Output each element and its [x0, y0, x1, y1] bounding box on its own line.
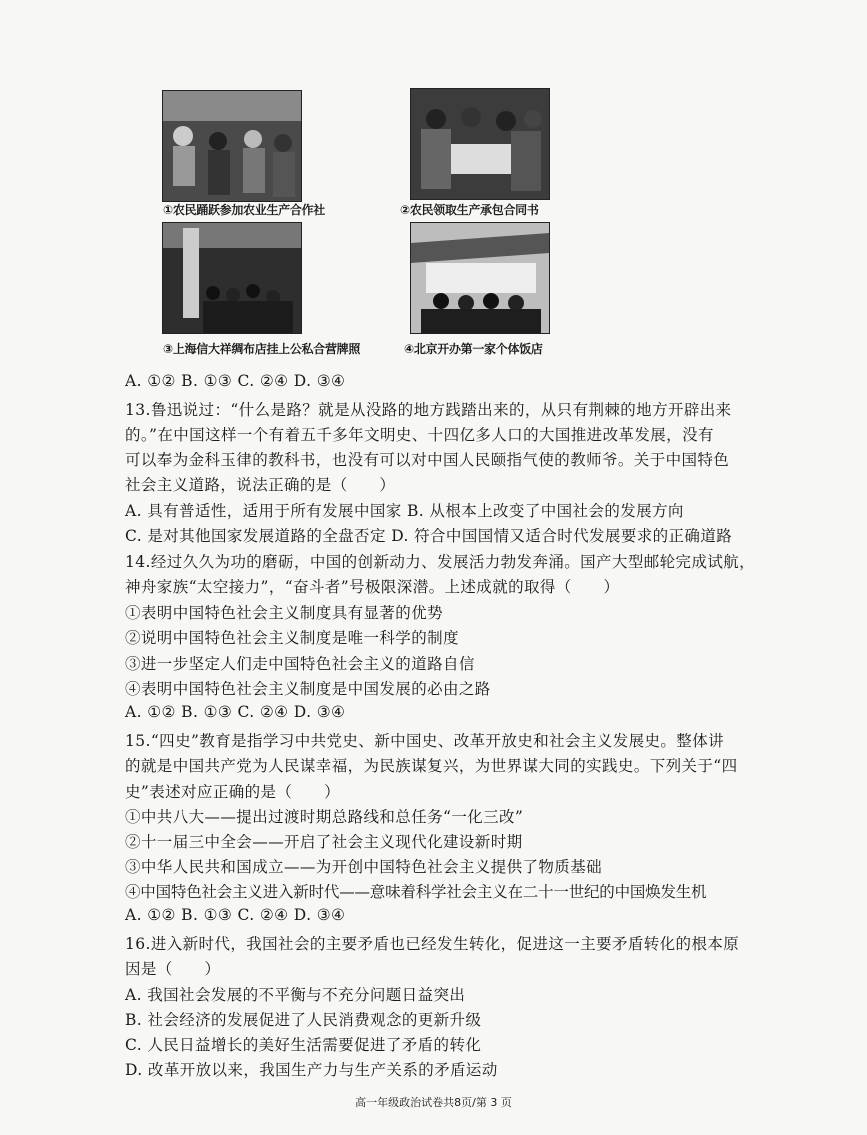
q13-option-line: C. 是对其他国家发展道路的全盘否定 D. 符合中国国情又适合时代发展要求的正确道路	[125, 527, 733, 545]
q14-options: A. ①② B. ①③ C. ②④ D. ③④	[125, 703, 346, 721]
page-footer: 高一年级政治试卷共8页/第 3 页	[355, 1096, 512, 1109]
q14-item: ②说明中国特色社会主义制度是唯一科学的制度	[125, 629, 459, 647]
figure-caption-4: ④北京开办第一家个体饭店	[404, 342, 543, 356]
photo-public-private-shop	[162, 222, 302, 334]
q13-stem-line: 社会主义道路，说法正确的是（ ）	[125, 476, 396, 494]
q14-item: ③进一步坚定人们走中国特色社会主义的道路自信	[125, 655, 475, 673]
figure-caption-1: ①农民踊跃参加农业生产合作社	[163, 203, 325, 217]
q15-item: ②十一届三中全会——开启了社会主义现代化建设新时期	[125, 833, 523, 851]
figure-caption-2: ②农民领取生产承包合同书	[400, 203, 539, 217]
q15-item: ③中华人民共和国成立——为开创中国特色社会主义提供了物质基础	[125, 858, 603, 876]
q16-option-line: C. 人民日益增长的美好生活需要促进了矛盾的转化	[125, 1036, 482, 1054]
q15-item: ④中国特色社会主义进入新时代——意味着科学社会主义在二十一世纪的中国焕发生机	[125, 883, 707, 901]
q14-stem-line: 神舟家族“太空接力”，“奋斗者”号极限深潜。上述成就的取得（ ）	[125, 578, 620, 596]
q15-options: A. ①② B. ①③ C. ②④ D. ③④	[125, 906, 346, 924]
q13-stem-line: 可以奉为金科玉律的教科书，也没有可以对中国人民颐指气使的教师爷。关于中国特色	[125, 451, 730, 469]
q14-stem-line: 14.经过久久为功的磨砺，中国的创新动力、发展活力勃发奔涌。国产大型邮轮完成试航，	[125, 553, 756, 571]
q13-stem-line: 的。”在中国这样一个有着五千多年文明史、十四亿多人口的大国推进改革发展，没有	[125, 426, 714, 444]
q15-stem-line: 15.“四史”教育是指学习中共党史、新中国史、改革开放史和社会主义发展史。整体讲	[125, 732, 725, 750]
q14-item: ①表明中国特色社会主义制度具有显著的优势	[125, 604, 444, 622]
q16-option-line: A. 我国社会发展的不平衡与不充分问题日益突出	[125, 986, 466, 1004]
photo-private-restaurant	[410, 222, 550, 334]
q14-item: ④表明中国特色社会主义制度是中国发展的必由之路	[125, 680, 491, 698]
q16-option-line: B. 社会经济的发展促进了人民消费观念的更新升级	[125, 1011, 482, 1029]
q16-stem-line: 因是（ ）	[125, 960, 221, 978]
photo-farmers-cooperative	[162, 90, 302, 202]
q16-stem-line: 16.进入新时代，我国社会的主要矛盾也已经发生转化，促进这一主要矛盾转化的根本原	[125, 935, 740, 953]
q15-stem-line: 的就是中国共产党为人民谋幸福，为民族谋复兴，为世界谋大同的实践史。下列关于“四	[125, 757, 738, 775]
q16-option-line: D. 改革开放以来，我国生产力与生产关系的矛盾运动	[125, 1061, 498, 1079]
q13-stem-line: 13.鲁迅说过：“什么是路？就是从没路的地方践踏出来的，从只有荆棘的地方开辟出来	[125, 401, 732, 419]
q15-item: ①中共八大——提出过渡时期总路线和总任务“一化三改”	[125, 808, 524, 826]
photo-contract-signing	[410, 88, 550, 200]
q13-option-line: A. 具有普适性，适用于所有发展中国家 B. 从根本上改变了中国社会的发展方向	[125, 502, 684, 520]
q12-options: A. ①② B. ①③ C. ②④ D. ③④	[125, 372, 346, 390]
q15-stem-line: 史”表述对应正确的是（ ）	[125, 783, 341, 801]
figure-caption-3: ③上海信大祥绸布店挂上公私合营牌照	[163, 342, 361, 356]
